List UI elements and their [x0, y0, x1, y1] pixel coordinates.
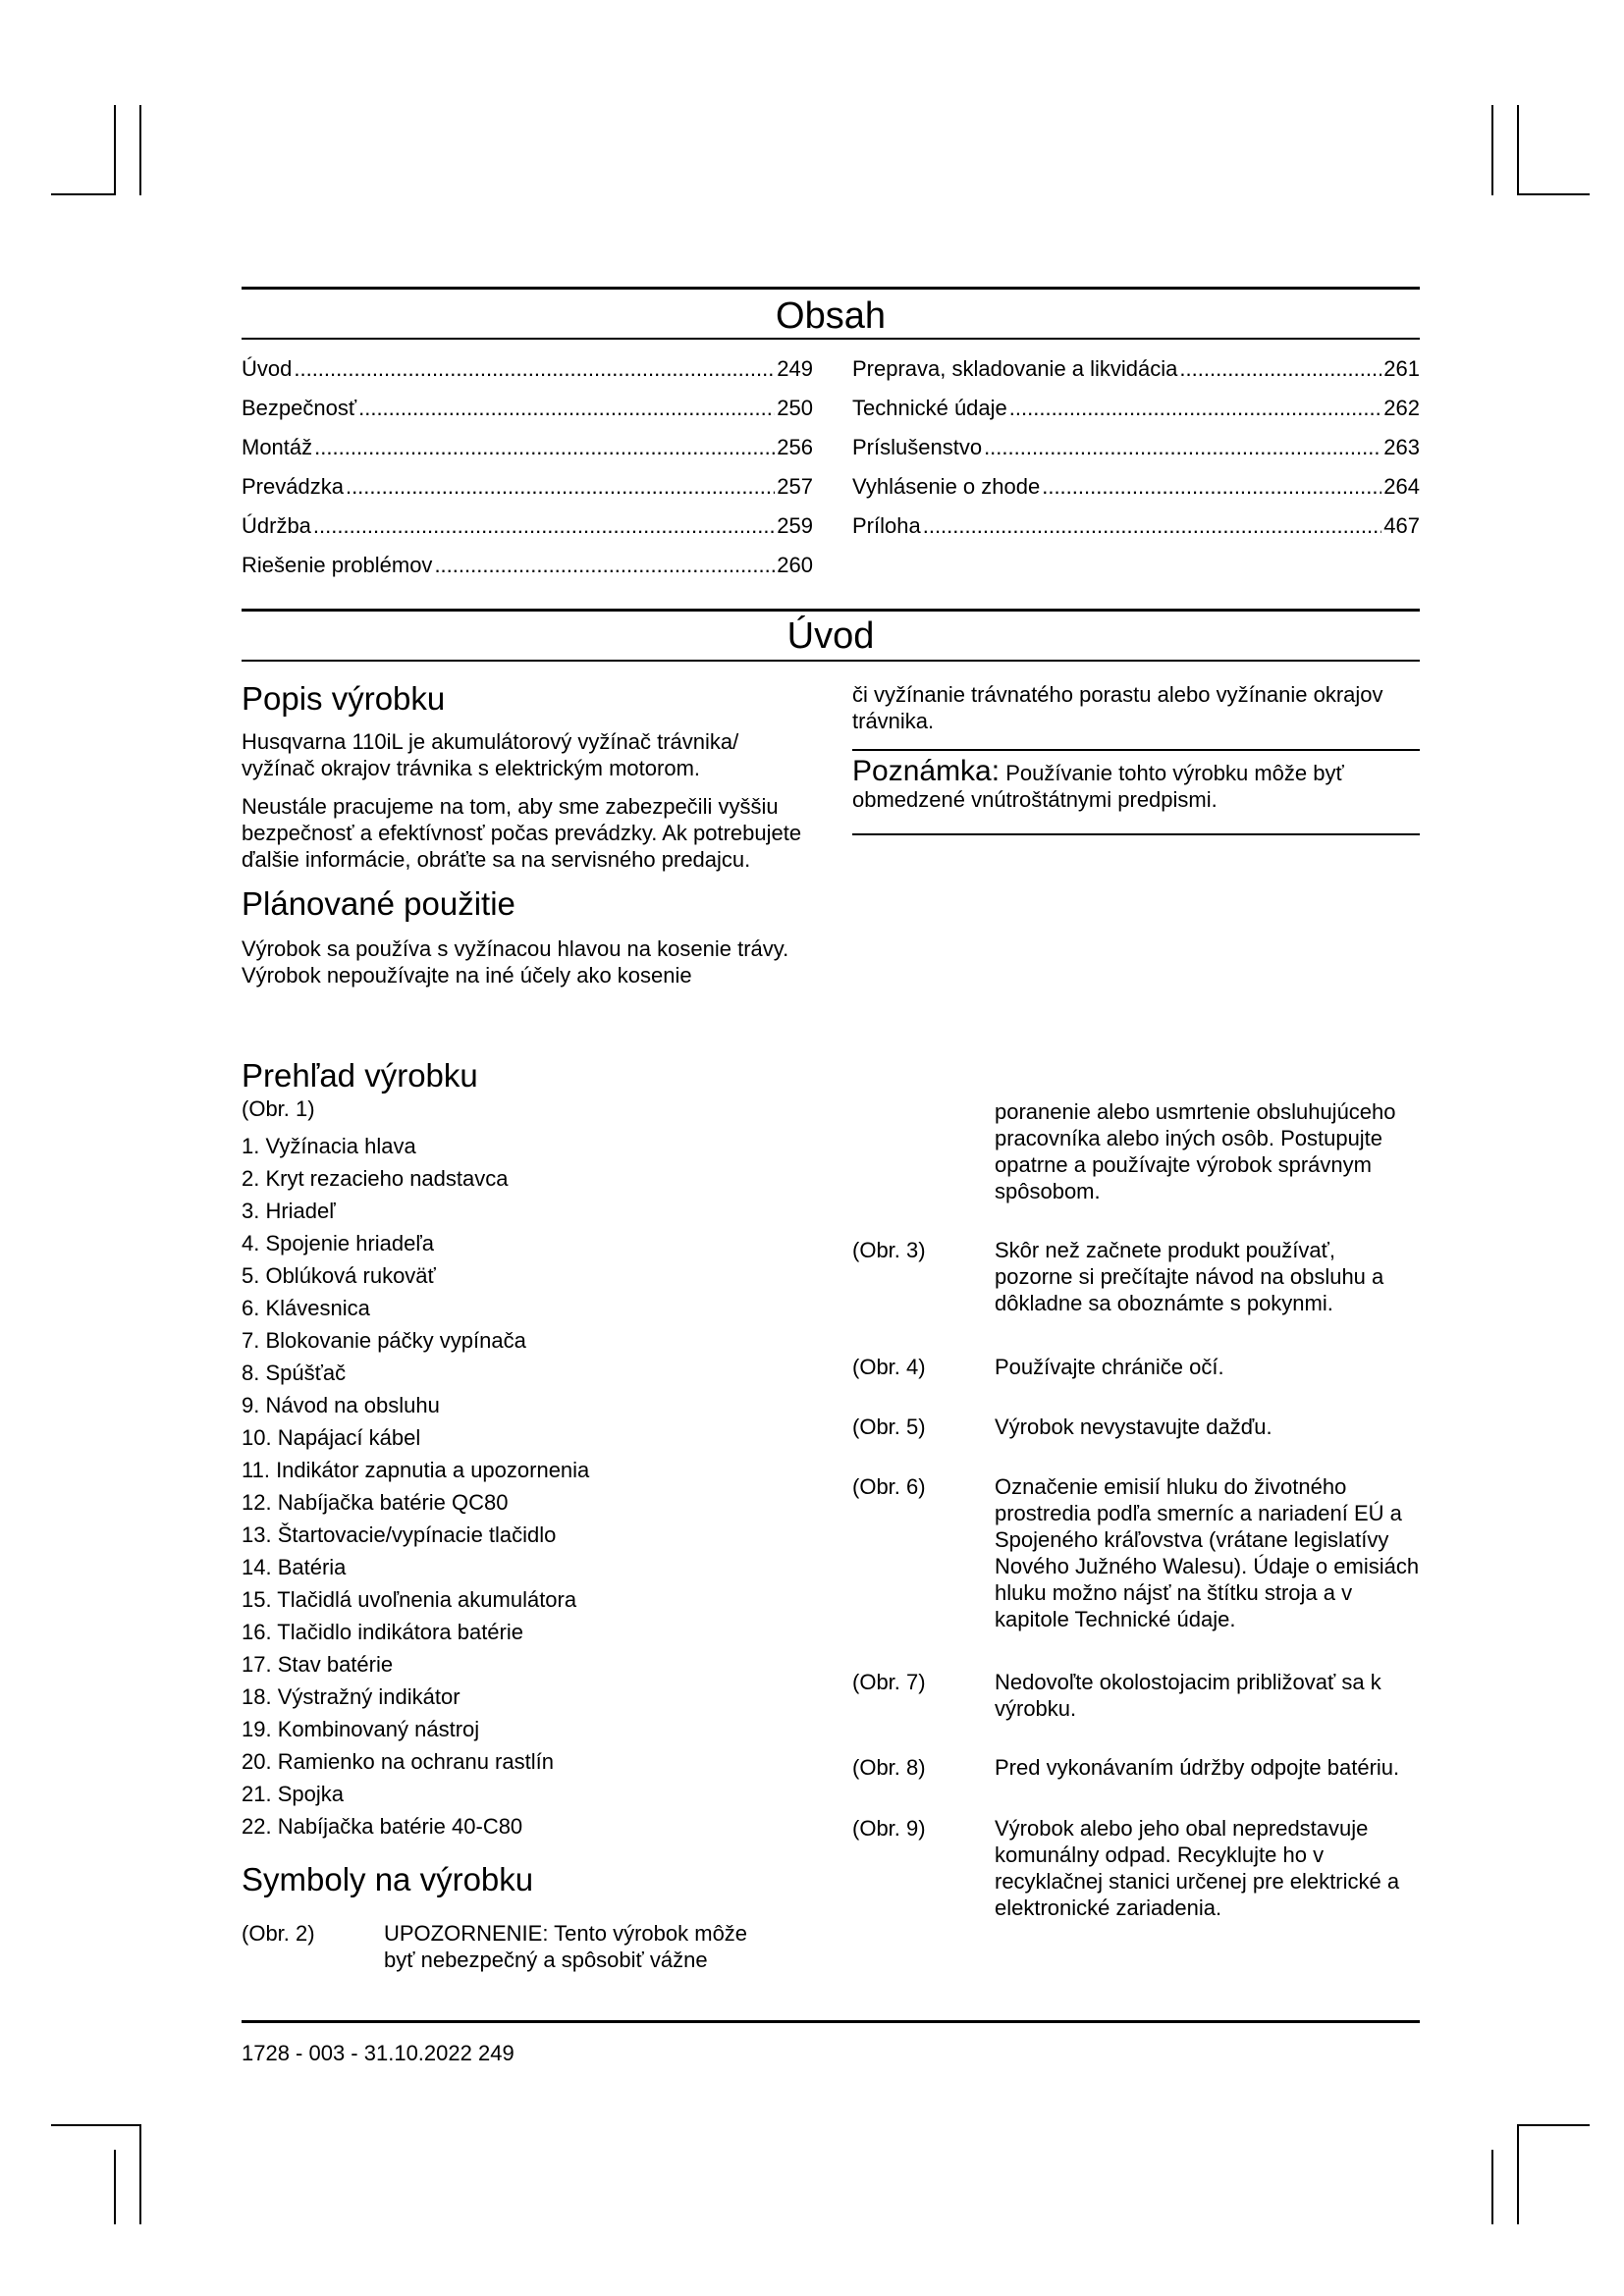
- heading-symboly: Symboly na výrobku: [242, 1861, 534, 1897]
- popis-paragraph-2: Neustále pracujeme na tom, aby sme zabezpečili vyššiu bezpečnosť a efektívnosť počas prevádzky. Ak potrebujete ďalšie informácie, obráťte sa na servisného predajcu.: [242, 794, 802, 872]
- list-item: 21. Spojka: [242, 1782, 344, 1806]
- figure-ref: (Obr. 5): [852, 1415, 926, 1439]
- list-item: 7. Blokovanie páčky vypínača: [242, 1328, 526, 1353]
- figure-ref: (Obr. 6): [852, 1474, 926, 1499]
- toc-right: [852, 349, 1420, 546]
- list-item: 20. Ramienko na ochranu rastlín: [242, 1749, 554, 1774]
- toc-entry[interactable]: Montáž ..... 256: [242, 428, 813, 467]
- right-column-upper: [852, 681, 1420, 734]
- crop-mark: [1517, 105, 1519, 195]
- symbol-text: Nedovoľte okolostojacim približovať sa k výrobku.: [995, 1670, 1381, 1721]
- list-item: 3. Hriadeľ: [242, 1199, 336, 1223]
- section-rule: [242, 609, 1420, 612]
- crop-mark: [139, 105, 141, 195]
- symbol-text: Výrobok alebo jeho obal nepredstavuje komunálny odpad. Recyklujte ho v recyklačnej stanici určenej pre elektrické a elektronické zariadenia.: [995, 1816, 1400, 1920]
- symbol-entry: [852, 1414, 1420, 1443]
- symbol-entry: [852, 1754, 1420, 1784]
- toc-entry[interactable]: Príslušenstvo ..... 263: [852, 428, 1420, 467]
- crop-mark: [51, 193, 116, 195]
- popis-paragraph-1: Husqvarna 110iL je akumulátorový vyžínač trávnika/ vyžínač okrajov trávnika s elektrickým motorom.: [242, 729, 739, 780]
- list-item: 8. Spúšťač: [242, 1361, 347, 1385]
- pouzitie-paragraph: Výrobok sa používa s vyžínacou hlavou na kosenie trávy. Výrobok nepoužívajte na iné účely ako kosenie: [242, 936, 789, 988]
- figure-ref: (Obr. 8): [852, 1755, 926, 1780]
- list-item: 2. Kryt rezacieho nadstavca: [242, 1166, 509, 1191]
- toc-title: Obsah: [776, 295, 886, 337]
- figure-ref: (Obr. 4): [852, 1355, 926, 1379]
- symbol-text: Výrobok nevystavujte dažďu.: [995, 1415, 1272, 1439]
- crop-mark: [139, 2124, 141, 2224]
- figure-ref: (Obr. 7): [852, 1670, 926, 1694]
- toc-entry[interactable]: Vyhlásenie o zhode ..... 264: [852, 467, 1420, 507]
- section-title: Úvod: [786, 615, 875, 657]
- figure-ref: (Obr. 9): [852, 1816, 926, 1841]
- list-item: 12. Nabíjačka batérie QC80: [242, 1490, 509, 1515]
- symbol-text: UPOZORNENIE: Tento výrobok môže byť nebezpečný a spôsobiť vážne: [384, 1921, 748, 1972]
- section-rule: [242, 338, 1420, 340]
- list-item: 17. Stav batérie: [242, 1652, 394, 1677]
- symbol-entry: [852, 1815, 1420, 1933]
- list-item: 15. Tlačidlá uvoľnenia akumulátora: [242, 1587, 577, 1612]
- list-item: 11. Indikátor zapnutia a upozornenia: [242, 1458, 590, 1482]
- symbol-entry: [852, 1669, 1420, 1728]
- note-text: Používanie tohto výrobku môže byť obmedzené vnútroštátnymi predpismi.: [852, 761, 1344, 812]
- list-item: 14. Batéria: [242, 1555, 347, 1579]
- symbol-entry: [852, 1354, 1420, 1383]
- symbol-text-cont: poranenie alebo usmrtenie obsluhujúceho pracovníka alebo iných osôb. Postupujte opatrne a používajte výrobok správnym spôsobom.: [995, 1099, 1396, 1203]
- symbol-text: Skôr než začnete produkt používať, pozorne si prečítajte návod na obsluhu a dôkladne sa oboznámte s pokynmi.: [995, 1238, 1384, 1315]
- symbol-text: Pred vykonávaním údržby odpojte batériu.: [995, 1755, 1400, 1780]
- note-rule: [852, 833, 1420, 835]
- left-column-upper: [242, 679, 813, 988]
- crop-mark: [1491, 105, 1493, 195]
- heading-popis: Popis výrobku: [242, 680, 446, 717]
- page-footer: 1728 - 003 - 31.10.2022 249: [242, 2041, 514, 2065]
- figure-ref: (Obr. 3): [852, 1238, 926, 1262]
- crop-mark: [1491, 2150, 1493, 2224]
- crop-mark: [51, 2124, 141, 2126]
- toc-entry[interactable]: Riešenie problémov ..... 260: [242, 546, 813, 585]
- heading-pouzitie: Plánované použitie: [242, 885, 515, 922]
- toc-entry[interactable]: Preprava, skladovanie a likvidácia ..... 261: [852, 349, 1420, 389]
- symbol-entry: [852, 1473, 1420, 1640]
- toc-entry[interactable]: Bezpečnosť ..... 250: [242, 389, 813, 428]
- toc-entry[interactable]: Údržba ..... 259: [242, 507, 813, 546]
- note-label: Poznámka:: [852, 755, 1001, 787]
- crop-mark: [1517, 2124, 1519, 2224]
- list-item: 10. Napájací kábel: [242, 1425, 421, 1450]
- toc-left: [242, 349, 813, 585]
- crop-mark: [114, 2150, 116, 2224]
- toc-entry[interactable]: Prevádzka ..... 257: [242, 467, 813, 507]
- list-item: 1. Vyžínacia hlava: [242, 1134, 416, 1158]
- heading-prehlad: Prehľad výrobku: [242, 1057, 478, 1094]
- toc-entry[interactable]: Príloha ..... 467: [852, 507, 1420, 546]
- left-column-lower: [242, 1056, 813, 1899]
- list-item: 22. Nabíjačka batérie 40-C80: [242, 1814, 523, 1839]
- crop-mark: [114, 105, 116, 195]
- list-item: 13. Štartovacie/vypínacie tlačidlo: [242, 1522, 557, 1547]
- prehlad-figure-ref: (Obr. 1): [242, 1096, 315, 1121]
- list-item: 5. Oblúková rukoväť: [242, 1263, 436, 1288]
- list-item: 18. Výstražný indikátor: [242, 1684, 460, 1709]
- list-item: 9. Návod na obsluhu: [242, 1393, 440, 1417]
- crop-mark: [1517, 193, 1590, 195]
- crop-mark: [1517, 2124, 1590, 2126]
- symbol-entry: [852, 1237, 1420, 1325]
- toc-entry[interactable]: Technické údaje ..... 262: [852, 389, 1420, 428]
- list-item: 16. Tlačidlo indikátora batérie: [242, 1620, 523, 1644]
- list-item: 19. Kombinovaný nástroj: [242, 1717, 480, 1741]
- list-item: 4. Spojenie hriadeľa: [242, 1231, 435, 1255]
- parts-list: [242, 1130, 813, 1842]
- section-rule: [242, 287, 1420, 290]
- figure-ref: (Obr. 2): [242, 1921, 315, 1946]
- symbol-text: Označenie emisií hluku do životného prostredia podľa smerníc a nariadení EÚ a Spojeného kráľovstva (vrátane legislatívy Nového Južného Walesu). Údaje o emisiách hluku možno nájsť na štítku stroja a v kapitole Technické údaje.: [995, 1474, 1420, 1631]
- pouzitie-paragraph-cont: či vyžínanie trávnatého porastu alebo vyžínanie okrajov trávnika.: [852, 682, 1383, 733]
- section-rule: [242, 660, 1420, 662]
- footer-rule: [242, 2020, 1420, 2023]
- list-item: 6. Klávesnica: [242, 1296, 370, 1320]
- symbol-entry: [242, 1920, 813, 1979]
- note-rule: [852, 749, 1420, 751]
- note: [852, 755, 1420, 813]
- symbol-text: Používajte chrániče očí.: [995, 1355, 1224, 1379]
- toc-entry[interactable]: Úvod ..... 249: [242, 349, 813, 389]
